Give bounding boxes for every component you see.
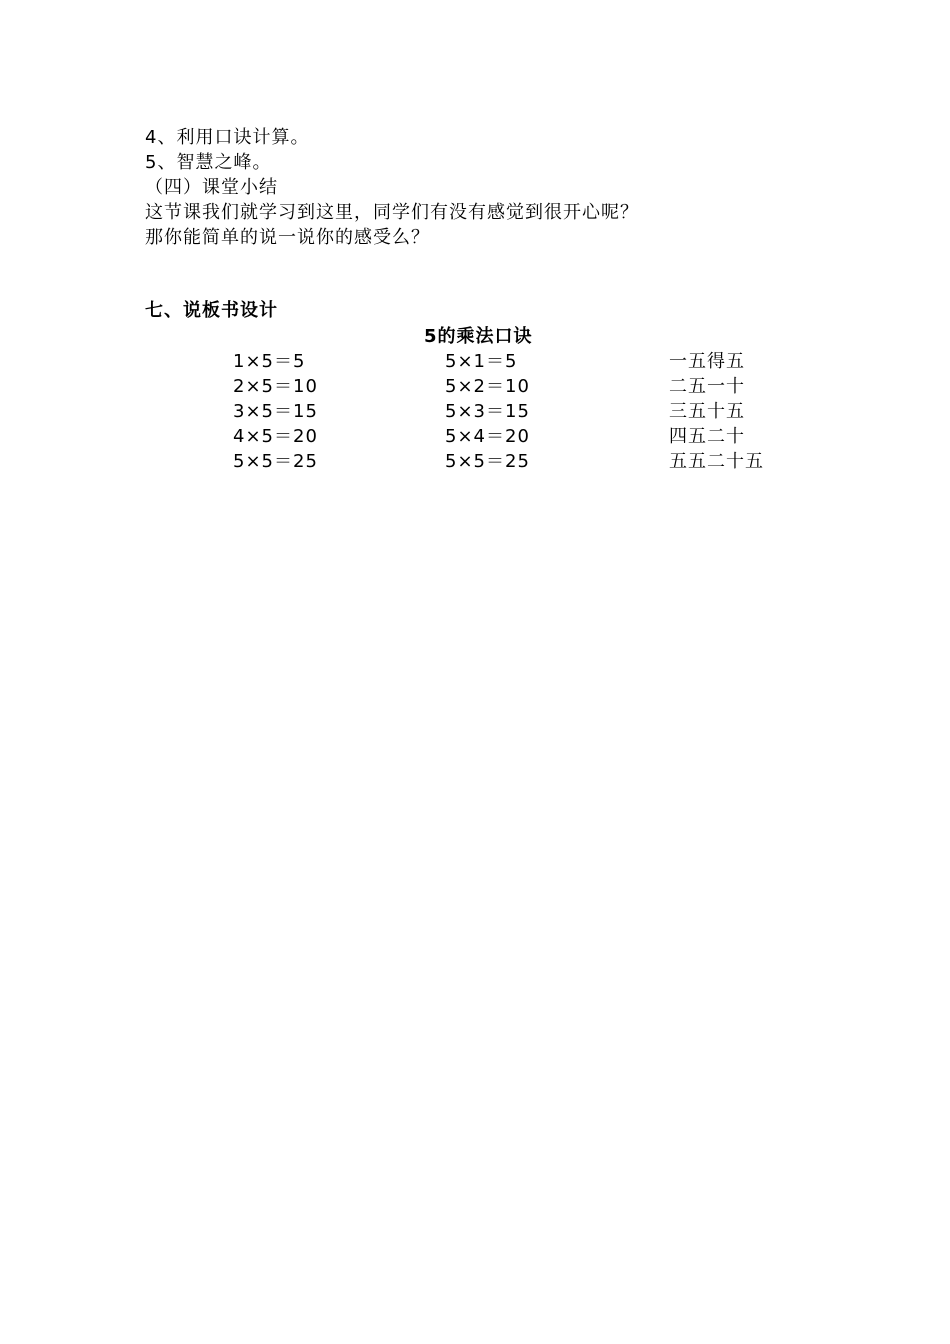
body-line-summary-heading: （四）课堂小结 [145,177,278,198]
board-row: 5×5＝25 [233,451,318,472]
body-line-step-4: 4、利用口诀计算。 [145,127,310,148]
board-row: 5×4＝20 [445,426,530,447]
section-heading: 七、说板书设计 [145,300,278,321]
board-row: 2×5＝10 [233,376,318,397]
board-column-c [669,349,764,474]
board-row: 4×5＝20 [233,426,318,447]
board-row: 5×2＝10 [445,376,530,397]
body-line-summary-text-1: 这节课我们就学习到这里，同学们有没有感觉到很开心呢？ [145,202,639,223]
board-row: 三五十五 [669,401,745,422]
board-row: 5×3＝15 [445,401,530,422]
board-column-b [445,349,530,474]
body-line-summary-text-2: 那你能简单的说一说你的感受么？ [145,227,430,248]
board-row: 五五二十五 [669,451,764,472]
board-row: 二五一十 [669,376,745,397]
board-row: 5×1＝5 [445,351,518,372]
board-row: 一五得五 [669,351,745,372]
body-line-step-5: 5、智慧之峰。 [145,152,272,173]
board-column-a [233,349,318,474]
board-row: 3×5＝15 [233,401,318,422]
board-row: 1×5＝5 [233,351,306,372]
board-row: 四五二十 [669,426,745,447]
board-title: 5的乘法口诀 [424,326,533,347]
board-row: 5×5＝25 [445,451,530,472]
